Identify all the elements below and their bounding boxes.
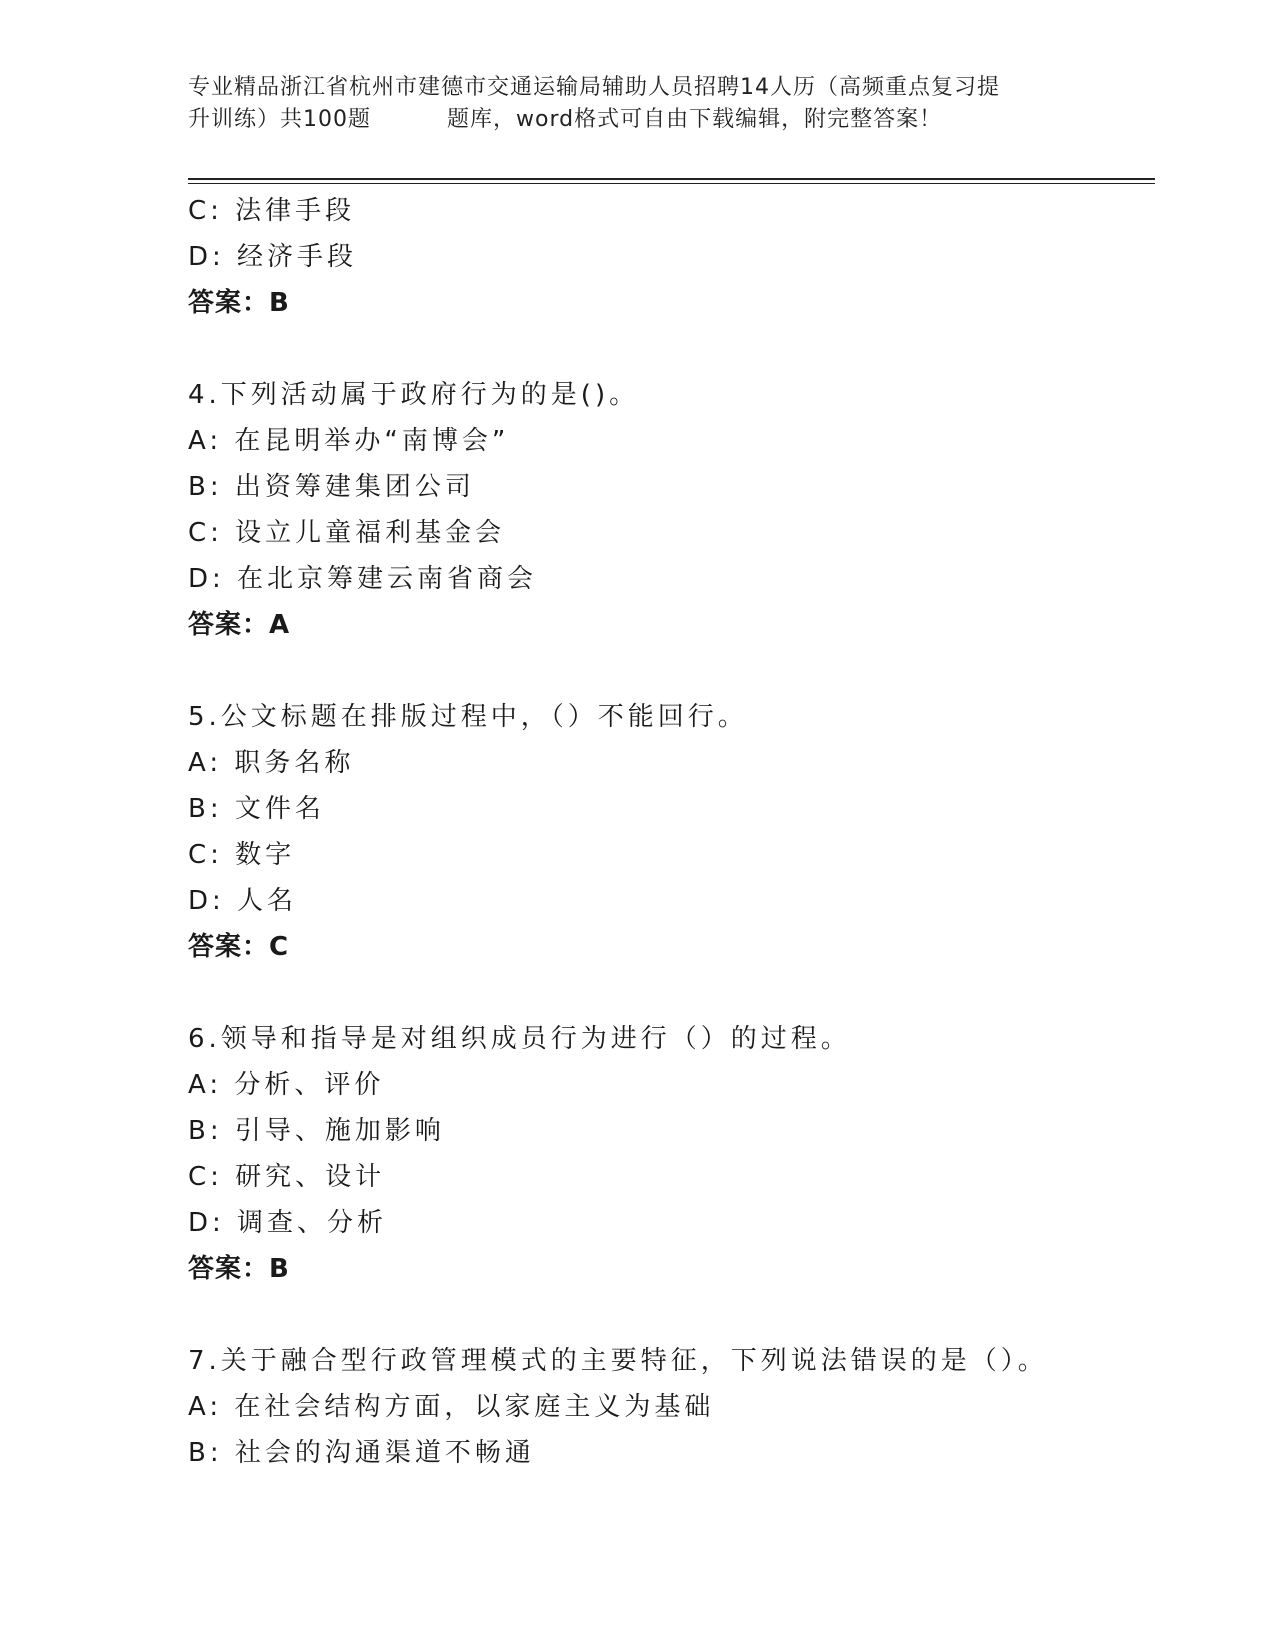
answer: 答案：B: [188, 1254, 290, 1284]
option-a: A: 在社会结构方面，以家庭主义为基础: [188, 1392, 715, 1422]
option-a: A: 分析、评价: [188, 1070, 385, 1100]
option-c: C: 数字: [188, 840, 296, 870]
option-d: D: 在北京筹建云南省商会: [188, 564, 538, 594]
option-a: A: 职务名称: [188, 748, 355, 778]
option-b: B: 引导、施加影响: [188, 1116, 445, 1146]
header-title-part-b: 题库，word格式可自由下载编辑，附完整答案！: [447, 107, 943, 132]
option-c: C: 设立儿童福利基金会: [188, 518, 506, 548]
answer: 答案：A: [188, 610, 291, 640]
spacer: [188, 648, 1148, 694]
page-header: [188, 72, 1088, 136]
document-body: [188, 188, 1148, 1476]
answer: 答案：C: [188, 932, 290, 962]
option-d: D: 人名: [188, 886, 298, 916]
question-text: 6.领导和指导是对组织成员行为进行（）的过程。: [188, 1024, 851, 1054]
header-title-part-a: 升训练）共100题: [188, 107, 371, 132]
spacer: [188, 970, 1148, 1016]
spacer: [188, 326, 1148, 372]
option-b: B: 出资筹建集团公司: [188, 472, 475, 502]
header-title-line-1: 专业精品浙江省杭州市建德市交通运输局辅助人员招聘14人历（高频重点复习提: [188, 75, 1000, 100]
header-title-line-2: [188, 104, 1088, 136]
question-text: 5.公文标题在排版过程中，（）不能回行。: [188, 702, 748, 732]
option-b: B: 社会的沟通渠道不畅通: [188, 1438, 535, 1468]
spacer: [188, 1292, 1148, 1338]
option-b: B: 文件名: [188, 794, 325, 824]
option-d: D: 调查、分析: [188, 1208, 388, 1238]
option-c: C: 法律手段: [188, 196, 356, 226]
question-text: 7.关于融合型行政管理模式的主要特征，下列说法错误的是（）。: [188, 1346, 1048, 1376]
question-text: 4.下列活动属于政府行为的是()。: [188, 380, 640, 410]
option-d: D: 经济手段: [188, 242, 358, 272]
option-c: C: 研究、设计: [188, 1162, 386, 1192]
header-rule-thin: [188, 183, 1155, 184]
option-a: A: 在昆明举办“南博会”: [188, 426, 510, 456]
answer: 答案：B: [188, 288, 290, 318]
header-rule-thick: [188, 178, 1155, 180]
